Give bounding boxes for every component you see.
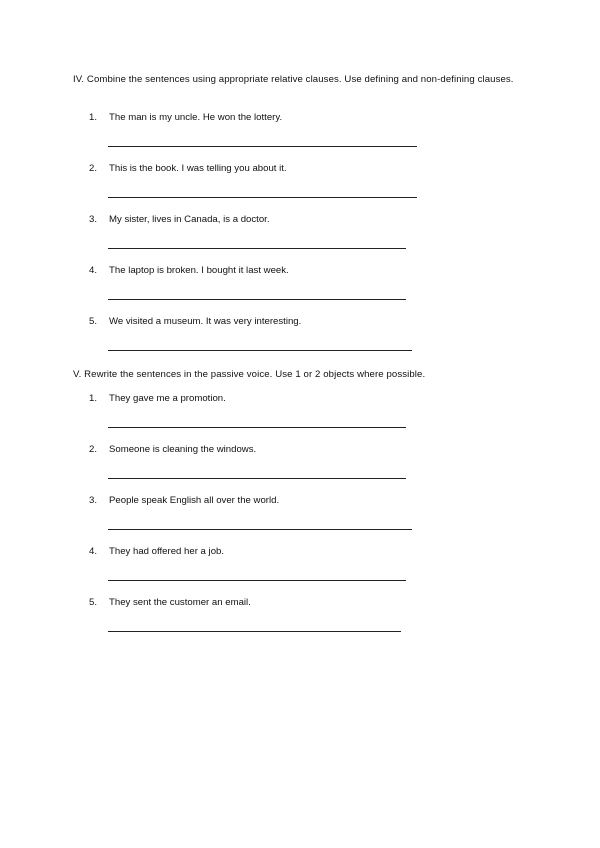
item-number: 5. bbox=[89, 597, 98, 608]
exercise-item bbox=[0, 265, 600, 305]
item-number: 4. bbox=[89, 546, 98, 557]
answer-line[interactable] bbox=[108, 631, 401, 632]
exercise-item bbox=[0, 597, 600, 637]
answer-line[interactable] bbox=[108, 427, 406, 428]
answer-line[interactable] bbox=[108, 350, 412, 351]
item-sentence: My sister, lives in Canada, is a doctor. bbox=[109, 214, 270, 225]
item-sentence: The man is my uncle. He won the lottery. bbox=[109, 112, 283, 123]
section-5-instruction: V. Rewrite the sentences in the passive voice. Use 1 or 2 objects where possible. bbox=[73, 369, 426, 380]
exercise-item bbox=[0, 495, 600, 535]
exercise-item bbox=[0, 393, 600, 433]
item-sentence: They gave me a promotion. bbox=[109, 393, 226, 404]
item-sentence: The laptop is broken. I bought it last week. bbox=[109, 265, 289, 276]
answer-line[interactable] bbox=[108, 248, 406, 249]
exercise-item bbox=[0, 112, 600, 152]
item-number: 4. bbox=[89, 265, 98, 276]
answer-line[interactable] bbox=[108, 580, 406, 581]
item-sentence: We visited a museum. It was very interesting. bbox=[109, 316, 302, 327]
item-sentence: Someone is cleaning the windows. bbox=[109, 444, 257, 455]
item-number: 5. bbox=[89, 316, 98, 327]
answer-line[interactable] bbox=[108, 146, 417, 147]
exercise-item bbox=[0, 214, 600, 254]
exercise-item bbox=[0, 163, 600, 203]
section-4-instruction: IV. Combine the sentences using appropriate relative clauses. Use defining and non-defining clauses. bbox=[73, 74, 514, 85]
item-number: 1. bbox=[89, 112, 98, 123]
item-sentence: They had offered her a job. bbox=[109, 546, 225, 557]
item-sentence: People speak English all over the world. bbox=[109, 495, 280, 506]
item-sentence: They sent the customer an email. bbox=[109, 597, 251, 608]
answer-line[interactable] bbox=[108, 478, 406, 479]
answer-line[interactable] bbox=[108, 197, 417, 198]
exercise-item bbox=[0, 316, 600, 356]
item-number: 3. bbox=[89, 495, 98, 506]
item-number: 1. bbox=[89, 393, 98, 404]
item-sentence: This is the book. I was telling you about it. bbox=[109, 163, 287, 174]
exercise-item bbox=[0, 444, 600, 484]
exercise-item bbox=[0, 546, 600, 586]
answer-line[interactable] bbox=[108, 299, 406, 300]
item-number: 3. bbox=[89, 214, 98, 225]
item-number: 2. bbox=[89, 444, 98, 455]
item-number: 2. bbox=[89, 163, 98, 174]
answer-line[interactable] bbox=[108, 529, 412, 530]
